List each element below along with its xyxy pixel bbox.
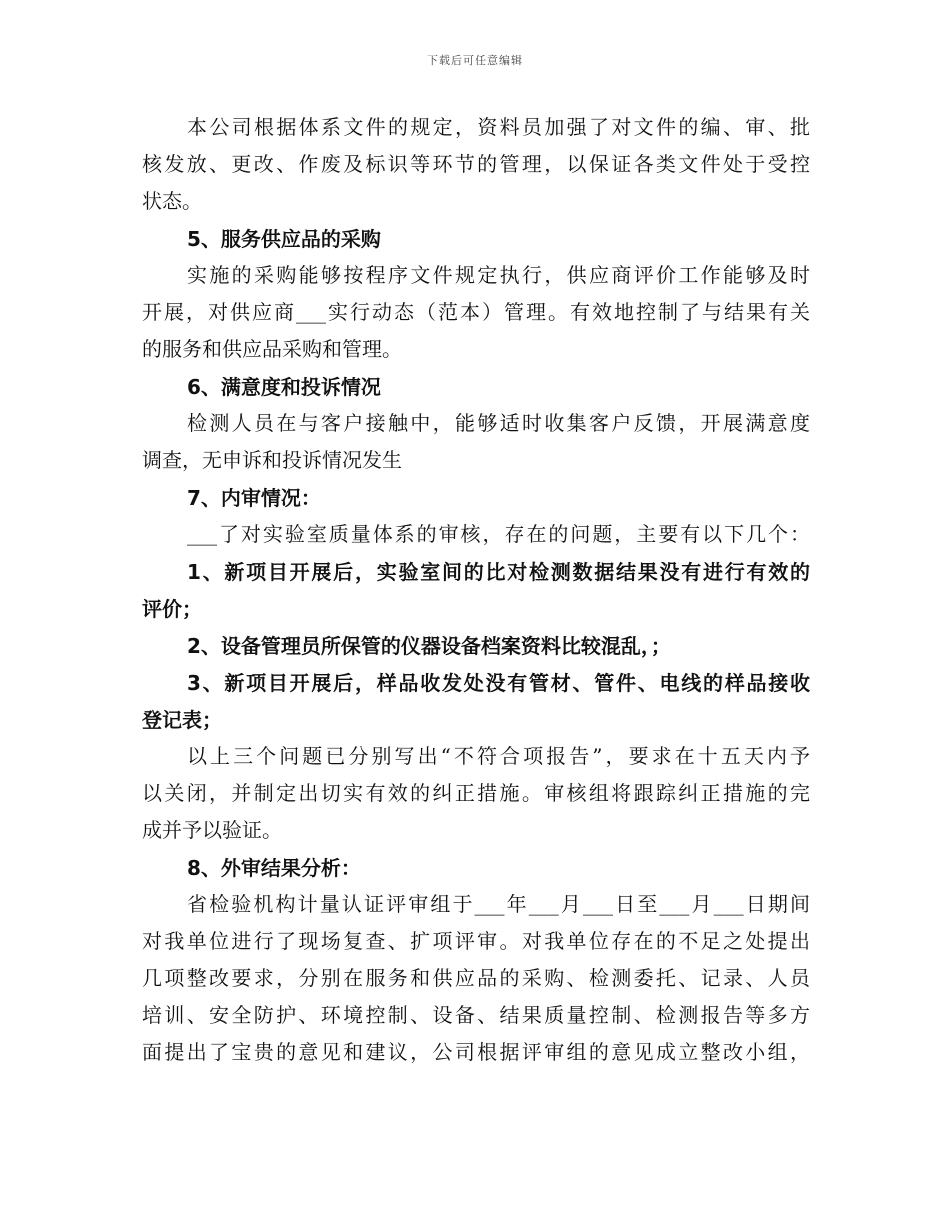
section-heading: 6、满意度和投诉情况 — [187, 375, 381, 399]
paragraph-line: ___了对实验室质量体系的审核，存在的问题，主要有以下几个： — [187, 522, 810, 546]
paragraph-line: 实施的采购能够按程序文件规定执行，供应商评价工作能够及时 — [187, 263, 810, 287]
audit-finding-line: 2、设备管理员所保管的仪器设备档案资料比较混乱，； — [187, 634, 671, 658]
section-heading: 8、外审结果分析： — [187, 856, 361, 880]
paragraph-line: 以关闭，并制定出切实有效的纠正措施。审核组将跟踪纠正措施的完 — [142, 781, 810, 805]
section-heading: 5、服务供应品的采购 — [187, 227, 381, 251]
audit-finding-line: 1、新项目开展后，实验室间的比对检测数据结果没有进行有效的 — [187, 560, 810, 584]
paragraph-line: 的服务和供应品采购和管理。 — [142, 337, 402, 361]
paragraph-line: 开展，对供应商___实行动态（范本）管理。有效地控制了与结果有关 — [142, 300, 810, 324]
audit-finding-line: 登记表； — [142, 708, 222, 732]
paragraph-line: 对我单位进行了现场复查、扩项评审。对我单位存在的不足之处提出 — [142, 929, 810, 953]
paragraph-line: 培训、安全防护、环境控制、设备、结果质量控制、检测报告等多方 — [142, 1003, 810, 1027]
paragraph-line: 状态。 — [142, 189, 202, 213]
paragraph-line: 省检验机构计量认证评审组于___年___月___日至___月___日期间 — [187, 892, 810, 916]
paragraph-line: 本公司根据体系文件的规定，资料员加强了对文件的编、审、批 — [187, 115, 810, 139]
paragraph-line: 以上三个问题已分别写出“不符合项报告”，要求在十五天内予 — [187, 744, 810, 768]
section-heading: 7、内审情况： — [187, 486, 321, 510]
paragraph-line: 检测人员在与客户接触中，能够适时收集客户反馈，开展满意度 — [187, 411, 810, 435]
paragraph-line: 面提出了宝贵的意见和建议，公司根据评审组的意见成立整改小组， — [142, 1040, 810, 1064]
paragraph-line: 几项整改要求，分别在服务和供应品的采购、检测委托、记录、人员 — [142, 966, 810, 990]
audit-finding-line: 评价； — [142, 597, 202, 621]
paragraph-line: 调查，无申诉和投诉情况发生 — [142, 448, 402, 472]
audit-finding-line: 3、新项目开展后，样品收发处没有管材、管件、电线的样品接收 — [187, 671, 810, 695]
paragraph-line: 成并予以验证。 — [142, 818, 282, 842]
page-header: 下载后可任意编辑 — [427, 54, 523, 67]
paragraph-line: 核发放、更改、作废及标识等环节的管理，以保证各类文件处于受控 — [142, 152, 810, 176]
